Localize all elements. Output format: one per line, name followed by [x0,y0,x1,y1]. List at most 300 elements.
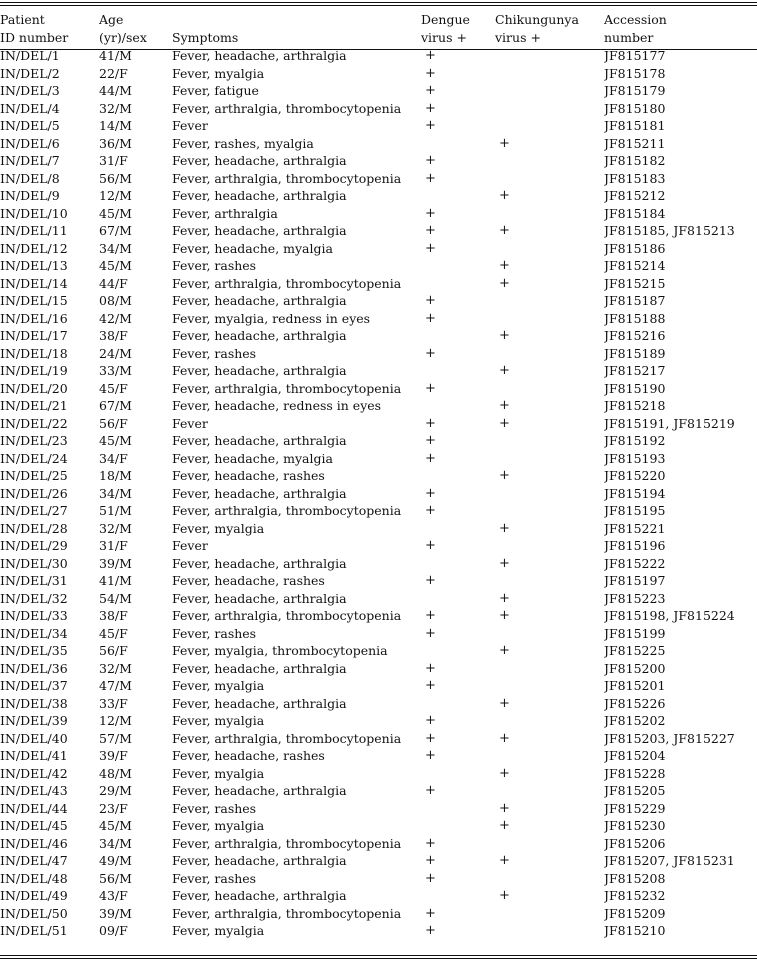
dengue-positive-cell: + [425,905,436,921]
age-sex-cell: 51/M [99,503,132,518]
chikungunya-positive-cell: + [499,590,510,606]
chikungunya-positive-cell [495,380,604,398]
symptoms-cell: Fever, headache, rashes [172,468,325,483]
patient-id-cell: IN/DEL/18 [0,345,68,361]
accession-number-cell: JF815190 [604,380,666,396]
table-row [0,765,757,783]
dengue-positive-cell [421,642,495,660]
chikungunya-positive-cell [495,502,604,520]
dengue-positive-cell: + [425,433,436,448]
accession-number-cell: JF815195 [604,503,666,518]
top-rule-inner [0,5,757,6]
table-row [0,887,757,905]
accession-number-cell: JF815185, JF815213 [604,223,735,238]
age-sex-cell: 39/M [99,555,132,571]
chikungunya-positive-cell: + [499,520,510,536]
chikungunya-positive-cell: + [499,258,510,273]
chikungunya-positive-cell [495,870,604,888]
header-accession-line2: number [604,30,654,45]
symptoms-cell: Fever, rashes [172,870,257,886]
accession-number-cell: JF815186 [604,240,666,256]
chikungunya-positive-cell: + [499,888,510,903]
chikungunya-positive-cell [495,625,604,643]
patient-table [0,7,757,940]
accession-number-cell: JF815216 [604,328,666,343]
patient-id-cell: IN/DEL/36 [0,660,68,676]
accession-number-cell: JF815181 [604,118,666,133]
chikungunya-positive-cell: + [499,695,510,711]
header-accession-line1: Accession [604,12,667,27]
patient-id-cell: IN/DEL/24 [0,450,68,466]
age-sex-cell: 34/M [99,835,132,851]
accession-number-cell: JF815201 [604,678,666,693]
chikungunya-positive-cell [495,100,604,118]
table-row [0,170,757,188]
symptoms-cell: Fever, myalgia, thrombocytopenia [172,643,388,658]
age-sex-cell: 12/M [99,188,132,203]
symptoms-cell: Fever, headache, arthralgia [172,48,347,63]
patient-id-cell: IN/DEL/9 [0,188,60,203]
patient-id-cell: IN/DEL/38 [0,695,68,711]
age-sex-cell: 34/F [99,450,128,466]
age-sex-cell: 43/F [99,888,128,903]
accession-number-cell: JF815196 [604,538,666,553]
table-row [0,65,757,83]
chikungunya-positive-cell: + [499,765,510,781]
patient-id-cell: IN/DEL/2 [0,65,60,81]
symptoms-cell: Fever, arthralgia, thrombocytopenia [172,835,402,851]
patient-id-cell: IN/DEL/8 [0,170,60,186]
age-sex-cell: 29/M [99,783,132,798]
table-row [0,205,757,223]
age-sex-cell: 08/M [99,293,132,308]
dengue-positive-cell: + [425,153,436,168]
chikungunya-positive-cell: + [499,223,510,238]
header-dengue-line2: virus + [421,30,467,45]
symptoms-cell: Fever, headache, arthralgia [172,555,347,571]
symptoms-cell: Fever, myalgia [172,678,265,693]
dengue-positive-cell [421,695,495,713]
dengue-positive-cell: + [425,345,436,361]
header-age-line2: (yr)/sex [99,30,147,45]
accession-number-cell: JF815211 [604,135,666,151]
patient-id-cell: IN/DEL/47 [0,853,68,868]
patient-id-cell: IN/DEL/13 [0,258,68,273]
accession-number-cell: JF815228 [604,765,666,781]
table-row [0,450,757,468]
age-sex-cell: 34/M [99,240,132,256]
age-sex-cell: 67/M [99,223,132,238]
dengue-positive-cell: + [425,118,436,133]
chikungunya-positive-cell: + [499,853,510,868]
table-row [0,327,757,345]
symptoms-cell: Fever, myalgia, redness in eyes [172,310,371,326]
patient-id-cell: IN/DEL/5 [0,118,60,133]
symptoms-cell: Fever, headache, rashes [172,573,325,588]
accession-number-cell: JF815208 [604,870,666,886]
age-sex-cell: 38/F [99,328,128,343]
symptoms-cell: Fever, headache, arthralgia [172,695,347,711]
patient-id-cell: IN/DEL/15 [0,293,68,308]
accession-number-cell: JF815222 [604,555,666,571]
patient-id-cell: IN/DEL/29 [0,538,68,553]
age-sex-cell: 41/M [99,573,132,588]
table-row [0,712,757,730]
symptoms-cell: Fever, arthralgia, thrombocytopenia [172,503,402,518]
symptoms-cell: Fever, headache, myalgia [172,450,333,466]
chikungunya-positive-cell: + [499,643,510,658]
symptoms-cell: Fever, fatigue [172,83,259,98]
symptoms-cell: Fever, rashes, myalgia [172,135,314,151]
accession-number-cell: JF815184 [604,205,666,221]
age-sex-cell: 57/M [99,730,132,746]
patient-id-cell: IN/DEL/27 [0,503,68,518]
symptoms-cell: Fever, headache, arthralgia [172,223,347,238]
symptoms-cell: Fever, rashes [172,345,257,361]
dengue-positive-cell [421,817,495,835]
dengue-positive-cell: + [425,835,436,851]
accession-number-cell: JF815191, JF815219 [604,415,735,431]
age-sex-cell: 56/F [99,415,128,431]
symptoms-cell: Fever, rashes [172,625,257,641]
patient-id-cell: IN/DEL/7 [0,153,60,168]
dengue-positive-cell: + [425,485,436,501]
table-row [0,275,757,293]
symptoms-cell: Fever, headache, arthralgia [172,888,347,903]
patient-id-cell: IN/DEL/3 [0,83,60,98]
accession-number-cell: JF815193 [604,450,666,466]
table-row [0,677,757,695]
accession-number-cell: JF815180 [604,100,666,116]
patient-id-cell: IN/DEL/28 [0,520,68,536]
dengue-positive-cell [421,397,495,415]
symptoms-cell: Fever, headache, arthralgia [172,363,347,378]
chikungunya-positive-cell: + [499,800,510,816]
header-dengue-line1: Dengue [421,12,470,27]
table-row [0,292,757,310]
age-sex-cell: 47/M [99,678,132,693]
symptoms-cell: Fever, myalgia [172,65,265,81]
table-row [0,922,757,940]
age-sex-cell: 14/M [99,118,132,133]
dengue-positive-cell [421,257,495,275]
chikungunya-positive-cell: + [499,555,510,571]
patient-id-cell: IN/DEL/26 [0,485,68,501]
patient-id-cell: IN/DEL/45 [0,818,68,833]
patient-id-cell: IN/DEL/19 [0,363,68,378]
dengue-positive-cell [421,887,495,905]
dengue-positive-cell [421,187,495,205]
table-row [0,380,757,398]
accession-number-cell: JF815197 [604,573,666,588]
accession-number-cell: JF815205 [604,783,666,798]
symptoms-cell: Fever, myalgia [172,923,265,938]
chikungunya-positive-cell [495,205,604,223]
accession-number-cell: JF815221 [604,520,666,536]
symptoms-cell: Fever, headache, arthralgia [172,328,347,343]
dengue-positive-cell [421,590,495,608]
dengue-positive-cell: + [425,573,436,588]
age-sex-cell: 56/M [99,170,132,186]
dengue-positive-cell [421,555,495,573]
dengue-positive-cell [421,765,495,783]
table-row [0,222,757,240]
age-sex-cell: 12/M [99,713,132,728]
symptoms-cell: Fever, headache, arthralgia [172,853,347,868]
dengue-positive-cell: + [425,923,436,938]
chikungunya-positive-cell: + [499,468,510,483]
table-row [0,310,757,328]
dengue-positive-cell [421,467,495,485]
dengue-positive-cell: + [425,83,436,98]
header-patient-id-line2: ID number [0,30,69,45]
chikungunya-positive-cell: + [499,135,510,151]
dengue-positive-cell: + [425,450,436,466]
dengue-positive-cell: + [425,678,436,693]
table-row [0,870,757,888]
age-sex-cell: 39/M [99,905,132,921]
chikungunya-positive-cell [495,117,604,135]
accession-number-cell: JF815223 [604,590,666,606]
symptoms-cell: Fever, headache, arthralgia [172,660,347,676]
header-patient-id [0,7,99,47]
patient-id-cell: IN/DEL/33 [0,608,68,623]
patient-id-cell: IN/DEL/4 [0,100,60,116]
table-row [0,397,757,415]
accession-number-cell: JF815217 [604,363,666,378]
age-sex-cell: 09/F [99,923,128,938]
accession-number-cell: JF815207, JF815231 [604,853,735,868]
chikungunya-positive-cell [495,240,604,258]
patient-id-cell: IN/DEL/51 [0,923,68,938]
dengue-positive-cell: + [425,170,436,186]
patient-id-cell: IN/DEL/40 [0,730,68,746]
dengue-positive-cell: + [425,870,436,886]
symptoms-cell: Fever, arthralgia, thrombocytopenia [172,275,402,291]
patient-id-cell: IN/DEL/31 [0,573,68,588]
header-age-line1: Age [99,12,124,27]
age-sex-cell: 45/M [99,818,132,833]
header-chik-line1: Chikungunya [495,12,579,27]
patient-id-cell: IN/DEL/30 [0,555,68,571]
table-row [0,572,757,590]
age-sex-cell: 49/M [99,853,132,868]
symptoms-cell: Fever, arthralgia, thrombocytopenia [172,100,402,116]
bottom-rule-inner [0,955,757,956]
age-sex-cell: 22/F [99,65,128,81]
table-row [0,905,757,923]
accession-number-cell: JF815178 [604,65,666,81]
patient-id-cell: IN/DEL/32 [0,590,68,606]
table-row [0,555,757,573]
chikungunya-positive-cell [495,922,604,940]
table-row [0,695,757,713]
chikungunya-positive-cell [495,152,604,170]
accession-number-cell: JF815214 [604,258,666,273]
chikungunya-positive-cell: + [499,398,510,413]
table-row [0,485,757,503]
dengue-positive-cell: + [425,205,436,221]
chikungunya-positive-cell [495,660,604,678]
age-sex-cell: 56/M [99,870,132,886]
age-sex-cell: 41/M [99,48,132,63]
patient-id-cell: IN/DEL/49 [0,888,68,903]
patient-id-cell: IN/DEL/39 [0,713,68,728]
patient-id-cell: IN/DEL/46 [0,835,68,851]
age-sex-cell: 32/M [99,520,132,536]
age-sex-cell: 42/M [99,310,132,326]
patient-id-cell: IN/DEL/10 [0,205,68,221]
age-sex-cell: 45/M [99,205,132,221]
chikungunya-positive-cell: + [499,415,510,431]
age-sex-cell: 38/F [99,608,128,623]
symptoms-cell: Fever, headache, arthralgia [172,293,347,308]
header-symptoms-label: Symptoms [172,30,239,45]
chikungunya-positive-cell: + [499,275,510,291]
accession-number-cell: JF815199 [604,625,666,641]
dengue-positive-cell: + [425,48,436,63]
chikungunya-positive-cell [495,537,604,555]
table-row [0,187,757,205]
age-sex-cell: 54/M [99,590,132,606]
dengue-positive-cell: + [425,783,436,798]
age-sex-cell: 36/M [99,135,132,151]
dengue-positive-cell: + [425,310,436,326]
symptoms-cell: Fever, headache, arthralgia [172,433,347,448]
table-row [0,152,757,170]
symptoms-cell: Fever, myalgia [172,713,265,728]
symptoms-cell: Fever [172,538,208,553]
table-row [0,625,757,643]
table-row [0,467,757,485]
age-sex-cell: 18/M [99,468,132,483]
table-row [0,47,757,65]
patient-id-cell: IN/DEL/23 [0,433,68,448]
chikungunya-positive-cell: + [499,188,510,203]
dengue-positive-cell [421,327,495,345]
chikungunya-positive-cell [495,450,604,468]
accession-number-cell: JF815209 [604,905,666,921]
age-sex-cell: 56/F [99,643,128,658]
chikungunya-positive-cell: + [499,328,510,343]
chikungunya-positive-cell [495,345,604,363]
table-row [0,502,757,520]
symptoms-cell: Fever, headache, arthralgia [172,590,347,606]
patient-id-cell: IN/DEL/37 [0,678,68,693]
patient-id-cell: IN/DEL/21 [0,398,68,413]
age-sex-cell: 45/F [99,625,128,641]
accession-number-cell: JF815177 [604,48,666,63]
chikungunya-positive-cell [495,572,604,590]
symptoms-cell: Fever, myalgia [172,765,265,781]
chikungunya-positive-cell [495,677,604,695]
age-sex-cell: 33/F [99,695,128,711]
dengue-positive-cell: + [425,713,436,728]
accession-number-cell: JF815194 [604,485,666,501]
table-header [0,7,757,47]
age-sex-cell: 45/M [99,433,132,448]
table-row [0,117,757,135]
patient-id-cell: IN/DEL/6 [0,135,60,151]
table-row [0,257,757,275]
accession-number-cell: JF815220 [604,468,666,483]
accession-number-cell: JF815204 [604,748,666,763]
dengue-positive-cell: + [425,853,436,868]
chikungunya-positive-cell [495,170,604,188]
accession-number-cell: JF815189 [604,345,666,361]
accession-number-cell: JF815215 [604,275,666,291]
patient-id-cell: IN/DEL/41 [0,748,68,763]
symptoms-cell: Fever, headache, arthralgia [172,783,347,798]
dengue-positive-cell [421,800,495,818]
dengue-positive-cell: + [425,625,436,641]
dengue-positive-cell: + [425,65,436,81]
dengue-positive-cell: + [425,503,436,518]
symptoms-cell: Fever, arthralgia [172,205,278,221]
chikungunya-positive-cell [495,432,604,450]
header-chikungunya [495,7,604,47]
patient-id-cell: IN/DEL/17 [0,328,68,343]
patient-id-cell: IN/DEL/1 [0,48,60,63]
patient-id-cell: IN/DEL/16 [0,310,68,326]
table-row [0,362,757,380]
age-sex-cell: 45/F [99,380,128,396]
age-sex-cell: 39/F [99,748,128,763]
age-sex-cell: 32/M [99,100,132,116]
dengue-positive-cell: + [425,380,436,396]
accession-number-cell: JF815218 [604,398,666,413]
dengue-positive-cell: + [425,538,436,553]
bottom-rule-outer [0,958,757,959]
symptoms-cell: Fever, myalgia [172,818,265,833]
accession-number-cell: JF815192 [604,433,666,448]
symptoms-cell: Fever, arthralgia, thrombocytopenia [172,730,402,746]
accession-number-cell: JF815202 [604,713,666,728]
patient-id-cell: IN/DEL/34 [0,625,68,641]
symptoms-cell: Fever, arthralgia, thrombocytopenia [172,608,402,623]
chikungunya-positive-cell [495,82,604,100]
accession-number-cell: JF815198, JF815224 [604,608,735,623]
header-age [99,7,172,47]
table-row [0,415,757,433]
symptoms-cell: Fever, arthralgia, thrombocytopenia [172,170,402,186]
patient-id-cell: IN/DEL/12 [0,240,68,256]
symptoms-cell: Fever, rashes [172,258,257,273]
age-sex-cell: 44/F [99,275,128,291]
patient-id-cell: IN/DEL/44 [0,800,68,816]
table-row [0,730,757,748]
table-row [0,345,757,363]
patient-id-cell: IN/DEL/50 [0,905,68,921]
age-sex-cell: 34/M [99,485,132,501]
header-chik-line2: virus + [495,30,541,45]
chikungunya-positive-cell [495,292,604,310]
dengue-positive-cell: + [425,223,436,238]
accession-number-cell: JF815203, JF815227 [604,730,735,746]
table-row [0,660,757,678]
age-sex-cell: 33/M [99,363,132,378]
header-accession [604,7,757,47]
patient-id-cell: IN/DEL/20 [0,380,68,396]
accession-number-cell: JF815182 [604,153,666,168]
table-body [0,47,757,940]
table-row [0,852,757,870]
chikungunya-positive-cell [495,905,604,923]
patient-id-cell: IN/DEL/42 [0,765,68,781]
symptoms-cell: Fever, headache, redness in eyes [172,398,382,413]
patient-id-cell: IN/DEL/22 [0,415,68,431]
table-row [0,100,757,118]
